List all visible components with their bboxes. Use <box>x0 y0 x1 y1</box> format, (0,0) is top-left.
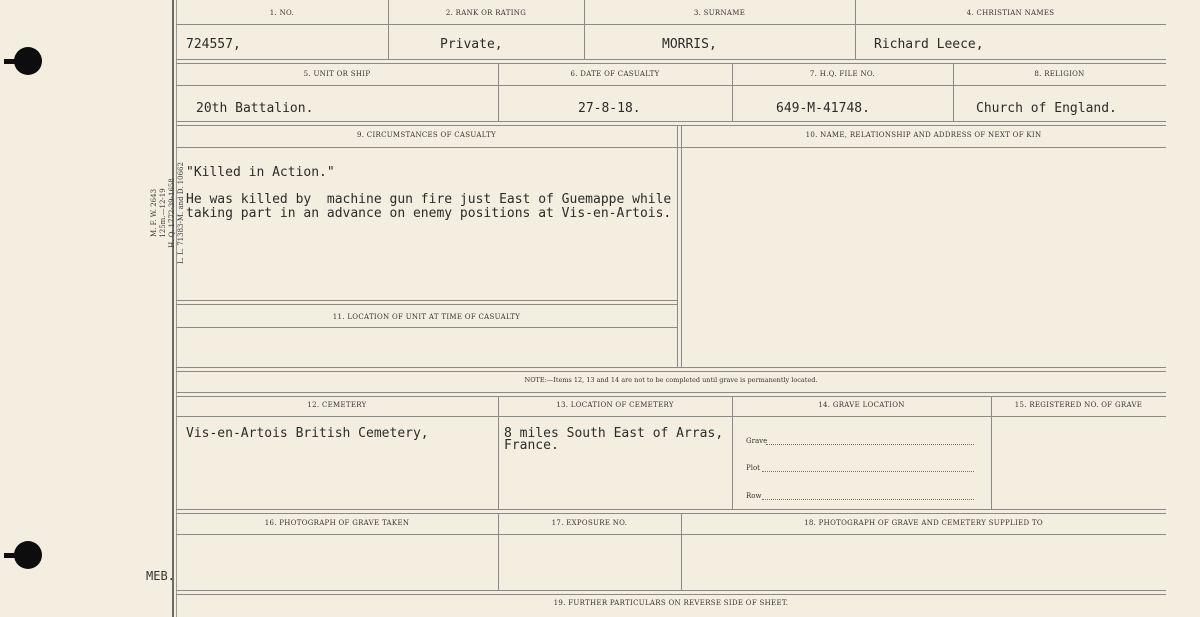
divider <box>732 396 733 509</box>
field-header-registered-no: 15. REGISTERED NO. OF GRAVE <box>1014 401 1143 409</box>
print-id-line: 125m.—12-19 <box>159 188 167 238</box>
row4-bottom-rule <box>176 509 1166 514</box>
field-value-cemetery: Vis-en-Artois British Cemetery, <box>186 426 429 441</box>
print-id-line: M. F. W. 2643 <box>150 188 158 238</box>
plot-dotted-line <box>762 470 974 472</box>
field-header-christian-names: 4. CHRISTIAN NAMES <box>966 9 1055 17</box>
note-text: NOTE:—Items 12, 13 and 14 are not to be completed until grave is permanently located. <box>524 376 818 384</box>
row5-bottom-rule <box>176 590 1166 595</box>
row2-header-rule <box>176 85 1166 86</box>
field-header-cemetery: 12. CEMETERY <box>307 401 367 409</box>
row3-header-rule <box>176 147 1166 148</box>
row1-bottom-rule <box>176 59 1166 64</box>
row4-header-rule <box>176 416 1166 417</box>
field-header-date-of-casualty: 6. DATE OF CASUALTY <box>570 70 660 78</box>
field-header-exposure-no: 17. EXPOSURE NO. <box>551 519 628 527</box>
form-print-id <box>150 108 186 318</box>
field-header-religion: 8. RELIGION <box>1034 70 1085 78</box>
field-header-circumstances: 9. CIRCUMSTANCES OF CASUALTY <box>356 131 496 139</box>
field-value-number: 724557, <box>186 37 241 52</box>
field-header-further-particulars: 19. FURTHER PARTICULARS ON REVERSE SIDE OF SHEET. <box>553 599 789 607</box>
row2-bottom-rule <box>176 121 1166 126</box>
row-label: Row <box>746 492 762 500</box>
field-header-photograph-taken: 16. PHOTOGRAPH OF GRAVE TAKEN <box>264 519 410 527</box>
field-header-next-of-kin: 10. NAME, RELATIONSHIP AND ADDRESS OF NEXT OF KIN <box>805 131 1042 139</box>
row1-header-rule <box>176 24 1166 25</box>
field-value-hq-file: 649-M-41748. <box>776 101 870 116</box>
punch-hole-bottom-tick <box>4 553 16 558</box>
row-dotted-line <box>762 498 974 500</box>
cemetery-location-line-2: France. <box>504 438 559 453</box>
field-value-surname: MORRIS, <box>662 37 717 52</box>
field-header-location-of-cemetery: 13. LOCATION OF CEMETERY <box>556 401 674 409</box>
punch-hole-top-tick <box>4 59 16 64</box>
circumstances-line-3: taking part in an advance on enemy positions at Vis-en-Artois. <box>186 206 672 221</box>
circumstances-line-1: "Killed in Action." <box>186 165 335 180</box>
row11-header-rule <box>176 327 677 328</box>
field-header-surname: 3. SURNAME <box>693 9 746 17</box>
field-header-unit: 5. UNIT OR SHIP <box>303 70 371 78</box>
print-id-line: L. L. 71383-M. and D. 10662 <box>177 162 185 264</box>
row5-header-rule <box>176 534 1166 535</box>
field-value-religion: Church of England. <box>976 101 1117 116</box>
field-value-date-of-casualty: 27-8-18. <box>578 101 641 116</box>
field-header-location-of-unit: 11. LOCATION OF UNIT AT TIME OF CASUALTY <box>332 313 521 321</box>
row11-top-rule <box>176 300 677 305</box>
field-value-christian-names: Richard Leece, <box>874 37 984 52</box>
grave-dotted-line <box>766 443 974 445</box>
field-header-number: 1. NO. <box>269 9 295 17</box>
divider <box>991 396 992 509</box>
print-id-line: H. Q. 1772-39-1658 <box>168 178 176 248</box>
field-header-hq-file: 7. H.Q. FILE NO. <box>809 70 876 78</box>
circumstances-line-2: He was killed by machine gun fire just East of Guemappe while <box>186 192 672 207</box>
plot-label: Plot <box>746 464 760 472</box>
cemetery-location-line-1: 8 miles South East of Arras, <box>504 426 724 441</box>
field-value-rank: Private, <box>440 37 503 52</box>
punch-hole-top <box>14 47 42 75</box>
divider-double <box>681 125 682 368</box>
divider <box>498 396 499 509</box>
field-header-grave-location: 14. GRAVE LOCATION <box>818 401 905 409</box>
row4-top-rule <box>176 392 1166 397</box>
clerk-initials: MEB. <box>146 569 175 583</box>
divider-double <box>677 125 678 368</box>
field-value-unit: 20th Battalion. <box>196 101 314 116</box>
field-header-rank: 2. RANK OR RATING <box>445 9 527 17</box>
note-top-rule <box>176 367 1166 372</box>
field-header-photograph-supplied: 18. PHOTOGRAPH OF GRAVE AND CEMETERY SUPPLIED TO <box>804 519 1043 527</box>
grave-label: Grave <box>746 437 768 445</box>
punch-hole-bottom <box>14 541 42 569</box>
